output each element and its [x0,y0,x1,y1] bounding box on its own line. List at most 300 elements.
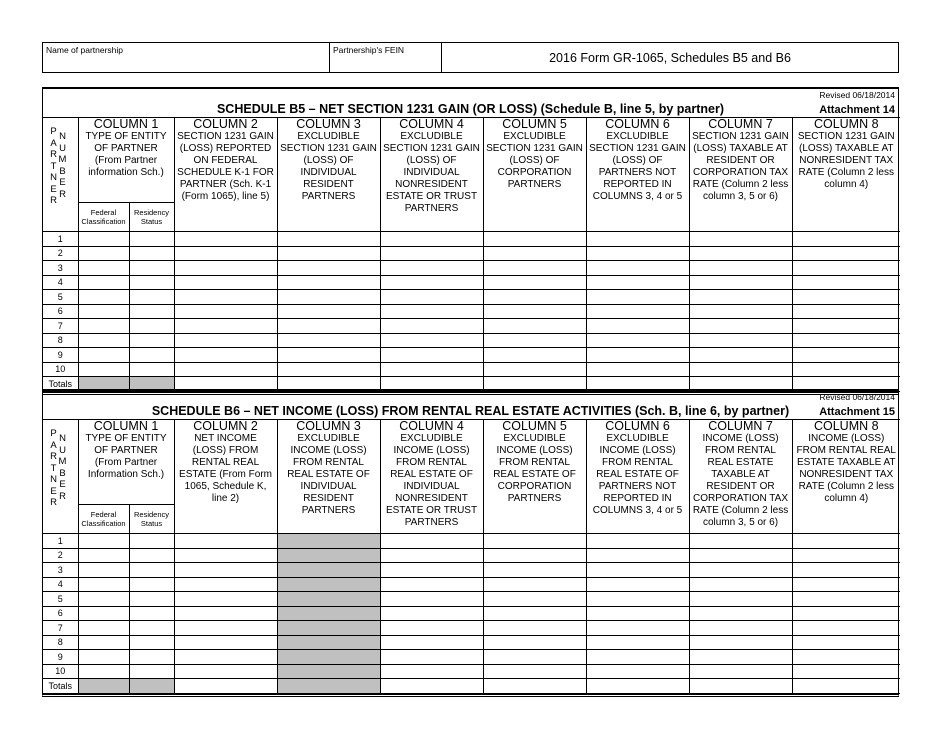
partner-letter: R [50,451,57,462]
entry-cell[interactable] [792,548,900,563]
row-number: 7 [43,621,78,636]
entry-cell[interactable] [174,534,277,549]
entry-cell[interactable] [380,261,483,276]
entry-cell[interactable] [483,650,586,665]
entry-cell[interactable] [586,232,689,247]
column-7-description: SECTION 1231 GAIN (LOSS) TAXABLE AT RESIDENT OR CORPORATION TAX RATE (Column 2 less column 3, 5 or 6) [692,131,789,202]
number-letter: B [59,467,66,479]
entry-cell[interactable] [689,664,792,679]
entry-cell[interactable] [78,290,129,305]
entry-cell[interactable] [174,333,277,348]
entry-cell [277,534,380,549]
entry-cell[interactable] [129,606,174,621]
row-number: 6 [43,304,78,319]
table-row [43,664,900,679]
entry-cell[interactable] [129,246,174,261]
entry-cell[interactable] [792,246,900,261]
entry-cell[interactable] [792,362,900,377]
entry-cell[interactable] [129,362,174,377]
partner-letter: R [50,497,57,508]
column-3-title: COLUMN 3 [296,419,361,433]
entry-cell [277,563,380,578]
entry-cell[interactable] [586,650,689,665]
entry-cell[interactable] [380,664,483,679]
entry-cell[interactable] [586,606,689,621]
entry-cell[interactable] [380,348,483,363]
entry-cell[interactable] [277,362,380,377]
b5-revised: Revised 06/18/2014 [819,90,895,100]
row-number: 9 [43,650,78,665]
entry-cell[interactable] [129,275,174,290]
residency-status-label: Residency Status [133,208,170,226]
b6-attachment: Attachment 15 [819,406,895,418]
entry-cell[interactable] [792,592,900,607]
total-cell [277,679,380,694]
entry-cell[interactable] [483,232,586,247]
entry-cell[interactable] [380,275,483,290]
b5-column-6-header [586,118,689,232]
entry-cell[interactable] [78,606,129,621]
partner-letter: N [50,474,57,485]
entry-cell[interactable] [483,548,586,563]
b6-column-1-header [78,420,174,534]
column-7-description: INCOME (LOSS) FROM RENTAL REAL ESTATE TAXABLE AT RESIDENT OR CORPORATION TAX RATE (Column 2 less column 3, 5 or 6) [692,433,789,528]
entry-cell[interactable] [129,563,174,578]
partnership-fein-field[interactable] [330,43,442,72]
column-8-title: COLUMN 8 [813,419,879,433]
entry-cell[interactable] [174,232,277,247]
entry-cell[interactable] [78,592,129,607]
partner-letter: A [50,137,57,149]
entry-cell[interactable] [792,577,900,592]
entry-cell[interactable] [689,563,792,578]
entry-cell[interactable] [277,304,380,319]
row-number: 9 [43,348,78,363]
entry-cell[interactable] [689,534,792,549]
entry-cell[interactable] [129,548,174,563]
table-row [43,304,900,319]
entry-cell[interactable] [380,304,483,319]
entry-cell[interactable] [129,290,174,305]
entry-cell[interactable] [277,290,380,305]
entry-cell [277,606,380,621]
entry-cell[interactable] [586,246,689,261]
entry-cell[interactable] [129,635,174,650]
column-3-description: EXCLUDIBLE SECTION 1231 GAIN (LOSS) OF INDIVIDUAL RESIDENT PARTNERS [280,131,377,202]
entry-cell[interactable] [689,290,792,305]
column-8-description: SECTION 1231 GAIN (LOSS) TAXABLE AT NONRESIDENT TAX RATE (Column 2 less column 4) [797,131,895,190]
b5-title-bar [43,89,898,117]
column-5-description: EXCLUDIBLE SECTION 1231 GAIN (LOSS) OF CORPORATION PARTNERS [486,131,583,190]
entry-cell[interactable] [129,304,174,319]
entry-cell[interactable] [380,246,483,261]
entry-cell[interactable] [380,362,483,377]
entry-cell[interactable] [483,348,586,363]
entry-cell[interactable] [380,577,483,592]
table-row [43,548,900,563]
entry-cell[interactable] [792,606,900,621]
entry-cell[interactable] [586,592,689,607]
entry-cell[interactable] [174,606,277,621]
entry-cell[interactable] [689,232,792,247]
totals-row [43,679,900,694]
entry-cell[interactable] [78,577,129,592]
entry-cell[interactable] [174,304,277,319]
entry-cell[interactable] [78,275,129,290]
schedule-b6 [42,389,899,697]
column-6-description: EXCLUDIBLE SECTION 1231 GAIN (LOSS) OF PARTNERS NOT REPORTED IN COLUMNS 3, 4 or 5 [589,131,686,202]
number-letter: R [59,188,66,200]
entry-cell[interactable] [689,650,792,665]
entry-cell[interactable] [483,664,586,679]
entry-cell[interactable] [129,261,174,276]
entry-cell[interactable] [78,621,129,636]
b6-column-4-header [380,420,483,534]
b6-title: SCHEDULE B6 – NET INCOME (LOSS) FROM RENTAL REAL ESTATE ACTIVITIES (Sch. B, line 6, by partner) [151,404,790,418]
entry-cell[interactable] [689,577,792,592]
entry-cell[interactable] [586,635,689,650]
table-row [43,635,900,650]
entry-cell[interactable] [689,362,792,377]
entry-cell[interactable] [586,275,689,290]
entry-cell[interactable] [689,275,792,290]
row-number: 6 [43,606,78,621]
entry-cell[interactable] [174,664,277,679]
b6-column-7-header [689,420,792,534]
column-4-title: COLUMN 4 [399,419,464,433]
partner-letter: E [50,183,57,195]
entry-cell[interactable] [174,261,277,276]
entry-cell[interactable] [483,319,586,334]
entry-cell[interactable] [792,333,900,348]
total-cell[interactable] [689,679,792,694]
entry-cell[interactable] [78,563,129,578]
table-row [43,592,900,607]
entry-cell[interactable] [78,548,129,563]
entry-cell[interactable] [78,261,129,276]
entry-cell [277,664,380,679]
entry-cell[interactable] [483,635,586,650]
entry-cell[interactable] [483,261,586,276]
entry-cell[interactable] [792,304,900,319]
federal-classification-label: Federal Classification [79,505,130,533]
entry-cell[interactable] [277,275,380,290]
partner-letter: A [50,439,57,451]
column-5-title: COLUMN 5 [502,419,567,433]
entry-cell[interactable] [380,621,483,636]
entry-cell[interactable] [380,319,483,334]
entry-cell[interactable] [78,635,129,650]
entry-cell[interactable] [277,319,380,334]
entry-cell[interactable] [174,290,277,305]
table-row [43,275,900,290]
entry-cell[interactable] [689,592,792,607]
entry-cell[interactable] [689,606,792,621]
column-7-title: COLUMN 7 [708,419,773,433]
row-number: 4 [43,275,78,290]
column-1-description: TYPE OF ENTITY OF PARTNER (From Partner Information Sch.) [85,433,167,480]
entry-cell[interactable] [129,534,174,549]
entry-cell[interactable] [380,290,483,305]
b5-column-2-header [174,118,277,232]
column-2-title: COLUMN 2 [193,419,258,433]
partner-letter: P [50,126,57,137]
column-5-title: COLUMN 5 [502,117,567,131]
entry-cell[interactable] [277,261,380,276]
entry-cell[interactable] [380,606,483,621]
column-4-description: EXCLUDIBLE SECTION 1231 GAIN (LOSS) OF INDIVIDUAL NONRESIDENT ESTATE OR TRUST PARTNERS [383,131,480,214]
entry-cell[interactable] [792,319,900,334]
entry-cell[interactable] [792,534,900,549]
table-row [43,290,900,305]
entry-cell[interactable] [483,362,586,377]
entry-cell[interactable] [586,319,689,334]
entry-cell[interactable] [483,606,586,621]
column-8-title: COLUMN 8 [813,117,879,131]
entry-cell[interactable] [586,304,689,319]
column-4-description: EXCLUDIBLE INCOME (LOSS) FROM RENTAL REAL ESTATE OF INDIVIDUAL NONRESIDENT ESTATE OR TRUST PARTNERS [385,433,478,528]
entry-cell[interactable] [483,577,586,592]
table-row [43,246,900,261]
form-header [42,42,899,73]
table-row [43,333,900,348]
b5-attachment: Attachment 14 [819,104,895,116]
entry-cell[interactable] [483,275,586,290]
entry-cell[interactable] [586,534,689,549]
partner-letter: T [50,160,57,172]
entry-cell[interactable] [78,246,129,261]
row-number: 10 [43,362,78,377]
b6-column-8-header [792,420,900,534]
entry-cell[interactable] [277,348,380,363]
column-2-title: COLUMN 2 [193,117,258,131]
entry-cell[interactable] [129,650,174,665]
entry-cell[interactable] [483,304,586,319]
entry-cell[interactable] [483,621,586,636]
entry-cell[interactable] [483,333,586,348]
table-row [43,621,900,636]
row-number: 5 [43,290,78,305]
row-number: 8 [43,333,78,348]
entry-cell[interactable] [792,621,900,636]
entry-cell[interactable] [380,563,483,578]
entry-cell[interactable] [174,650,277,665]
entry-cell[interactable] [792,635,900,650]
column-6-description: EXCLUDIBLE INCOME (LOSS) FROM RENTAL REAL ESTATE OF PARTNERS NOT REPORTED IN COLUMNS 3, 4 or 5 [592,433,683,516]
row-number: 4 [43,577,78,592]
entry-cell [277,650,380,665]
entry-cell[interactable] [792,563,900,578]
number-letter: E [59,177,66,188]
entry-cell[interactable] [586,290,689,305]
entry-cell[interactable] [792,290,900,305]
entry-cell[interactable] [129,319,174,334]
table-row [43,650,900,665]
entry-cell[interactable] [380,333,483,348]
entry-cell[interactable] [129,592,174,607]
entry-cell[interactable] [174,548,277,563]
entry-cell[interactable] [586,348,689,363]
entry-cell[interactable] [277,333,380,348]
number-letter: M [58,456,67,467]
entry-cell[interactable] [129,232,174,247]
entry-cell[interactable] [174,275,277,290]
column-2-description: NET INCOME (LOSS) FROM RENTAL REAL ESTATE (From Form 1065, Schedule K, line 2) [179,433,272,504]
entry-cell [277,621,380,636]
entry-cell[interactable] [380,592,483,607]
entry-cell[interactable] [380,232,483,247]
b6-title-bar [43,391,898,419]
entry-cell[interactable] [689,635,792,650]
entry-cell[interactable] [792,650,900,665]
entry-cell[interactable] [277,232,380,247]
entry-cell[interactable] [586,362,689,377]
entry-cell[interactable] [689,304,792,319]
entry-cell[interactable] [483,246,586,261]
entry-cell[interactable] [689,261,792,276]
entry-cell[interactable] [483,290,586,305]
entry-cell[interactable] [586,621,689,636]
entry-cell[interactable] [174,577,277,592]
number-letter: M [58,154,67,165]
number-letter: E [59,479,66,490]
entry-cell[interactable] [174,592,277,607]
entry-cell[interactable] [586,563,689,578]
entry-cell[interactable] [689,333,792,348]
entry-cell[interactable] [129,348,174,363]
partnership-fein-label: Partnership's FEIN [333,45,405,55]
total-cell[interactable] [174,679,277,694]
entry-cell[interactable] [129,621,174,636]
b6-revised: Revised 06/18/2014 [819,392,895,402]
b5-column-1-header [78,118,174,232]
entry-cell[interactable] [174,319,277,334]
column-1-title: COLUMN 1 [93,419,159,433]
column-4-title: COLUMN 4 [399,117,464,131]
entry-cell[interactable] [78,534,129,549]
entry-cell[interactable] [792,348,900,363]
entry-cell[interactable] [174,246,277,261]
entry-cell[interactable] [174,362,277,377]
partnership-name-field[interactable] [43,43,330,72]
entry-cell[interactable] [792,275,900,290]
row-number: 7 [43,319,78,334]
total-cell [129,679,174,694]
row-number: 2 [43,548,78,563]
entry-cell[interactable] [586,261,689,276]
federal-classification-label: Federal Classification [79,203,130,231]
entry-cell[interactable] [586,577,689,592]
entry-cell[interactable] [586,664,689,679]
table-row [43,606,900,621]
partner-letter: N [50,172,57,183]
entry-cell[interactable] [689,319,792,334]
entry-cell[interactable] [174,563,277,578]
b6-column-2-header [174,420,277,534]
entry-cell[interactable] [78,319,129,334]
table-row [43,232,900,247]
entry-cell[interactable] [792,664,900,679]
column-2-description: SECTION 1231 GAIN (LOSS) REPORTED ON FEDERAL SCHEDULE K-1 FOR PARTNER (Sch. K-1 (Form 1065), line 5) [177,131,274,202]
entry-cell[interactable] [78,348,129,363]
entry-cell[interactable] [129,333,174,348]
b6-table [43,419,900,694]
total-cell[interactable] [792,679,900,694]
b5-table [43,117,900,392]
row-number: 1 [43,232,78,247]
b5-column-7-header [689,118,792,232]
b5-column-8-header [792,118,900,232]
entry-cell [277,592,380,607]
total-cell[interactable] [586,679,689,694]
b5-title: SCHEDULE B5 – NET SECTION 1231 GAIN (OR LOSS) (Schedule B, line 5, by partner) [216,102,725,116]
totals-label: Totals [43,679,78,694]
total-cell[interactable] [483,679,586,694]
column-1-title: COLUMN 1 [93,117,159,131]
entry-cell[interactable] [277,246,380,261]
row-number: 3 [43,261,78,276]
entry-cell[interactable] [792,232,900,247]
partner-letter: R [50,195,57,206]
entry-cell[interactable] [78,650,129,665]
b6-column-6-header [586,420,689,534]
entry-cell[interactable] [129,577,174,592]
entry-cell[interactable] [380,548,483,563]
entry-cell[interactable] [380,534,483,549]
number-letter: B [59,165,66,177]
partner-letter: E [50,485,57,497]
b6-column-3-header [277,420,380,534]
entry-cell[interactable] [78,333,129,348]
b5-column-5-header [483,118,586,232]
number-letter: U [59,444,66,456]
row-number: 3 [43,563,78,578]
entry-cell[interactable] [792,261,900,276]
entry-cell[interactable] [483,592,586,607]
total-cell[interactable] [380,679,483,694]
entry-cell[interactable] [129,664,174,679]
entry-cell[interactable] [78,362,129,377]
column-3-title: COLUMN 3 [296,117,361,131]
entry-cell[interactable] [78,232,129,247]
partner-letter: P [50,428,57,439]
b5-column-4-header [380,118,483,232]
partner-number-header [43,118,78,232]
column-3-description: EXCLUDIBLE INCOME (LOSS) FROM RENTAL REAL ESTATE OF INDIVIDUAL RESIDENT PARTNERS [287,433,370,516]
total-cell [78,679,129,694]
number-letter: R [59,490,66,502]
entry-cell[interactable] [174,348,277,363]
entry-cell[interactable] [380,650,483,665]
entry-cell[interactable] [483,534,586,549]
number-letter: U [59,142,66,154]
entry-cell [277,635,380,650]
entry-cell[interactable] [174,621,277,636]
entry-cell[interactable] [689,621,792,636]
entry-cell[interactable] [78,304,129,319]
table-row [43,563,900,578]
entry-cell[interactable] [586,333,689,348]
entry-cell[interactable] [483,563,586,578]
entry-cell[interactable] [689,246,792,261]
entry-cell[interactable] [689,348,792,363]
entry-cell[interactable] [586,548,689,563]
entry-cell[interactable] [78,664,129,679]
entry-cell[interactable] [380,635,483,650]
entry-cell[interactable] [689,548,792,563]
table-row [43,319,900,334]
entry-cell[interactable] [174,635,277,650]
